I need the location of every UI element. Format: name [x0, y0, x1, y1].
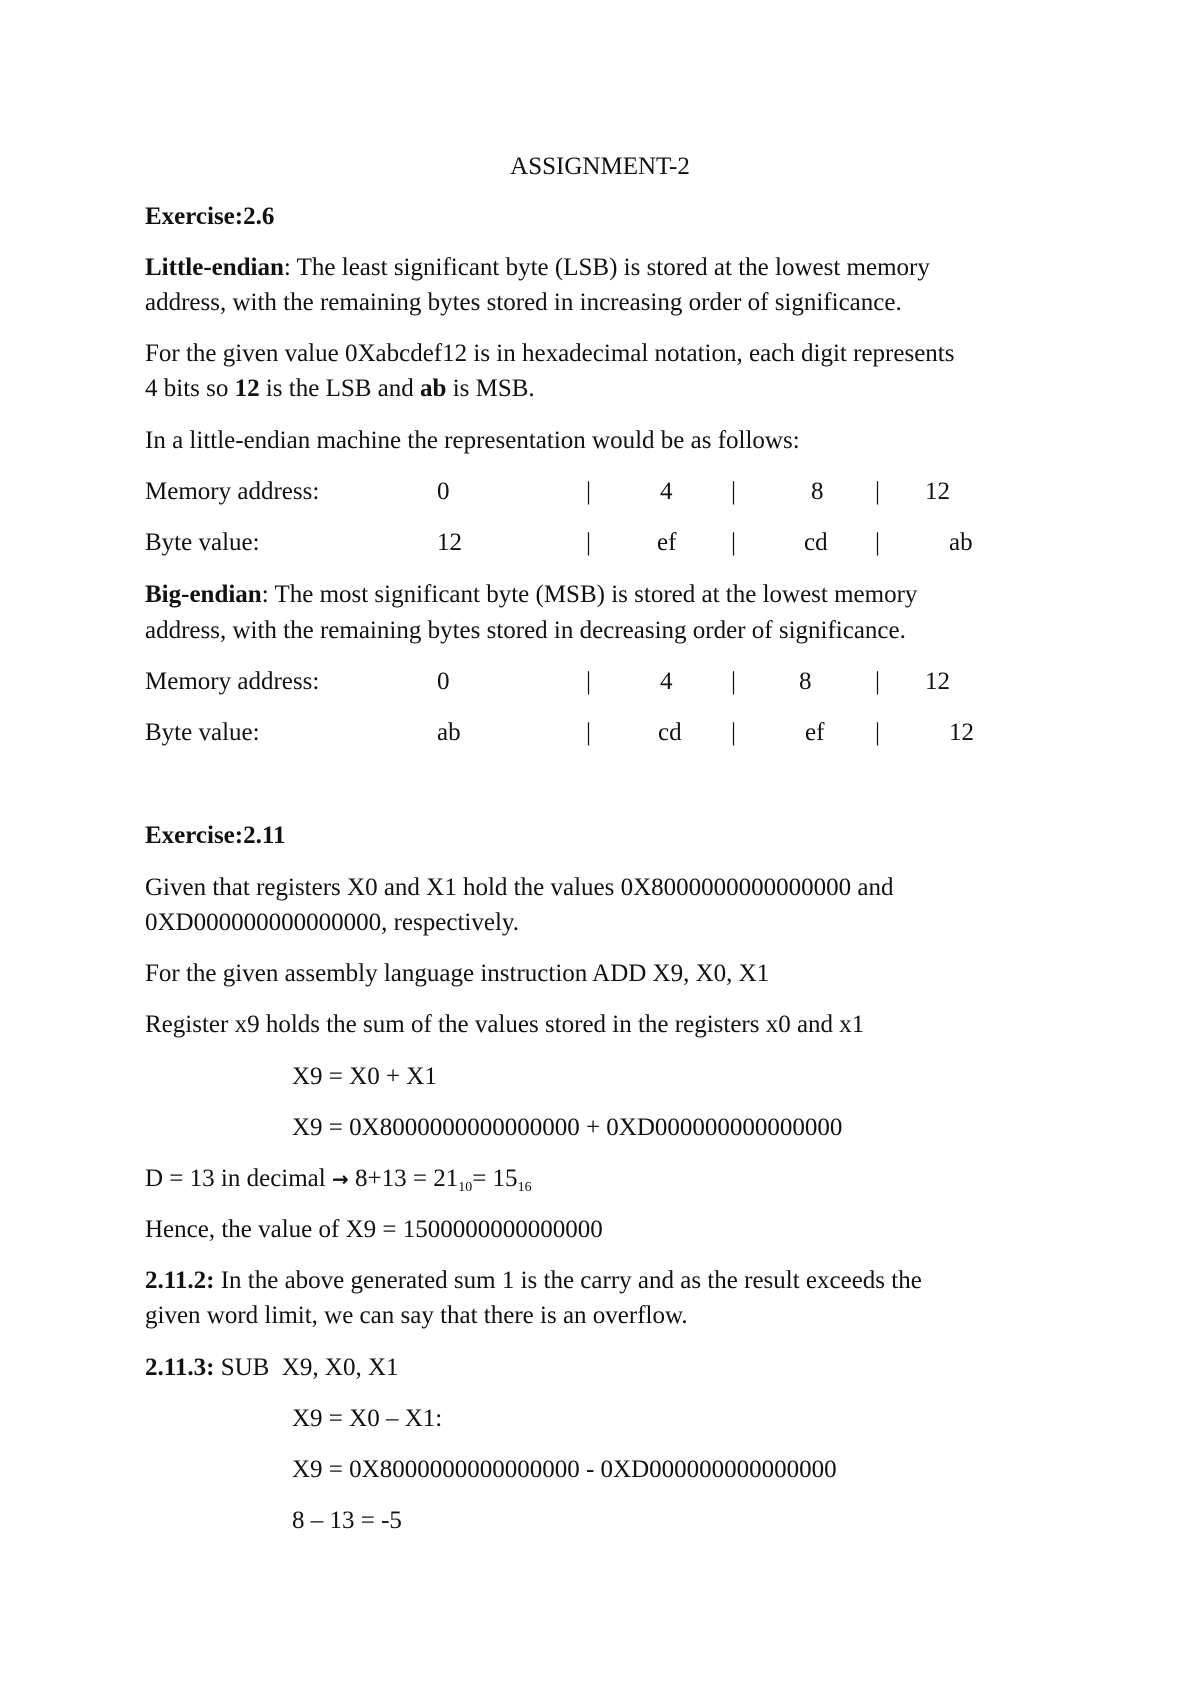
little-endian-definition: Little-endian: The least significant byte (LSB) is stored at the lowest memory [145, 254, 930, 281]
separator: | [731, 529, 737, 556]
result-text: Hence, the value of X9 = 1500000000000000 [145, 1216, 603, 1243]
little-endian-definition-cont: address, with the remaining bytes stored in increasing order of significance. [145, 289, 902, 316]
overflow-text-cont: given word limit, we can say that there is an overflow. [145, 1302, 688, 1329]
address-cell: 12 [925, 478, 950, 505]
address-cell: 4 [660, 478, 673, 505]
separator: | [731, 478, 737, 505]
equation-difference-values: X9 = 0X8000000000000000 - 0XD000000000000000 [292, 1456, 837, 1483]
byte-cell: cd [804, 529, 828, 556]
separator: | [875, 719, 881, 746]
separator: | [586, 668, 592, 695]
address-cell: 4 [660, 668, 673, 695]
byte-cell: 12 [949, 719, 974, 746]
byte-cell: ef [657, 529, 677, 556]
address-cell: 12 [925, 668, 950, 695]
page-title: ASSIGNMENT-2 [510, 153, 690, 180]
address-cell: 0 [437, 478, 450, 505]
big-endian-definition-cont: address, with the remaining bytes stored in decreasing order of significance. [145, 617, 906, 644]
byte-cell: ef [805, 719, 825, 746]
equation-difference: X9 = X0 – X1: [292, 1405, 443, 1432]
address-cell: 8 [799, 668, 812, 695]
byte-label: Byte value: [145, 719, 260, 746]
separator: | [731, 719, 737, 746]
little-endian-intro: In a little-endian machine the representation would be as follows: [145, 427, 800, 454]
big-endian-byte-row [145, 720, 1045, 746]
right-arrow-icon: → [331, 1167, 349, 1191]
equation-sum: X9 = X0 + X1 [292, 1063, 437, 1090]
registers-given-text: Given that registers X0 and X1 hold the values 0X8000000000000000 and [145, 874, 894, 901]
address-label: Memory address: [145, 668, 320, 695]
big-endian-definition: Big-endian: The most significant byte (MSB) is stored at the lowest memory [145, 581, 918, 608]
given-value-text: For the given value 0Xabcdef12 is in hexadecimal notation, each digit represents [145, 340, 955, 367]
equation-digit-difference: 8 – 13 = -5 [292, 1507, 402, 1534]
decimal-conversion: D = 13 in decimal → $8+13 = 21_{10}= 15_{16}$ [145, 1165, 532, 1195]
separator: | [731, 668, 737, 695]
big-endian-address-row [145, 669, 1045, 695]
separator: | [586, 719, 592, 746]
byte-cell: cd [658, 719, 682, 746]
separator: | [875, 478, 881, 505]
byte-cell: ab [949, 529, 973, 556]
separator: | [586, 478, 592, 505]
little-endian-address-row [145, 479, 1045, 505]
overflow-text: 2.11.2: In the above generated sum 1 is the carry and as the result exceeds the [145, 1267, 922, 1294]
address-cell: 0 [437, 668, 450, 695]
register-sum-text: Register x9 holds the sum of the values stored in the registers x0 and x1 [145, 1011, 865, 1038]
separator: | [875, 529, 881, 556]
exercise-2-6-heading: Exercise:2.6 [145, 203, 275, 230]
little-endian-byte-row [145, 530, 1045, 556]
registers-given-text-cont: 0XD000000000000000, respectively. [145, 909, 520, 936]
address-label: Memory address: [145, 478, 320, 505]
separator: | [586, 529, 592, 556]
instruction-text: For the given assembly language instruction ADD X9, X0, X1 [145, 960, 770, 987]
separator: | [875, 668, 881, 695]
byte-cell: ab [437, 719, 461, 746]
byte-cell: 12 [437, 529, 462, 556]
given-value-text-cont: 4 bits so 12 is the LSB and ab is MSB. [145, 375, 535, 402]
address-cell: 8 [811, 478, 824, 505]
sub-instruction: 2.11.3: SUB X9, X0, X1 [145, 1354, 399, 1381]
byte-label: Byte value: [145, 529, 260, 556]
equation-sum-values: X9 = 0X8000000000000000 + 0XD000000000000000 [292, 1114, 843, 1141]
exercise-2-11-heading: Exercise:2.11 [145, 822, 286, 849]
